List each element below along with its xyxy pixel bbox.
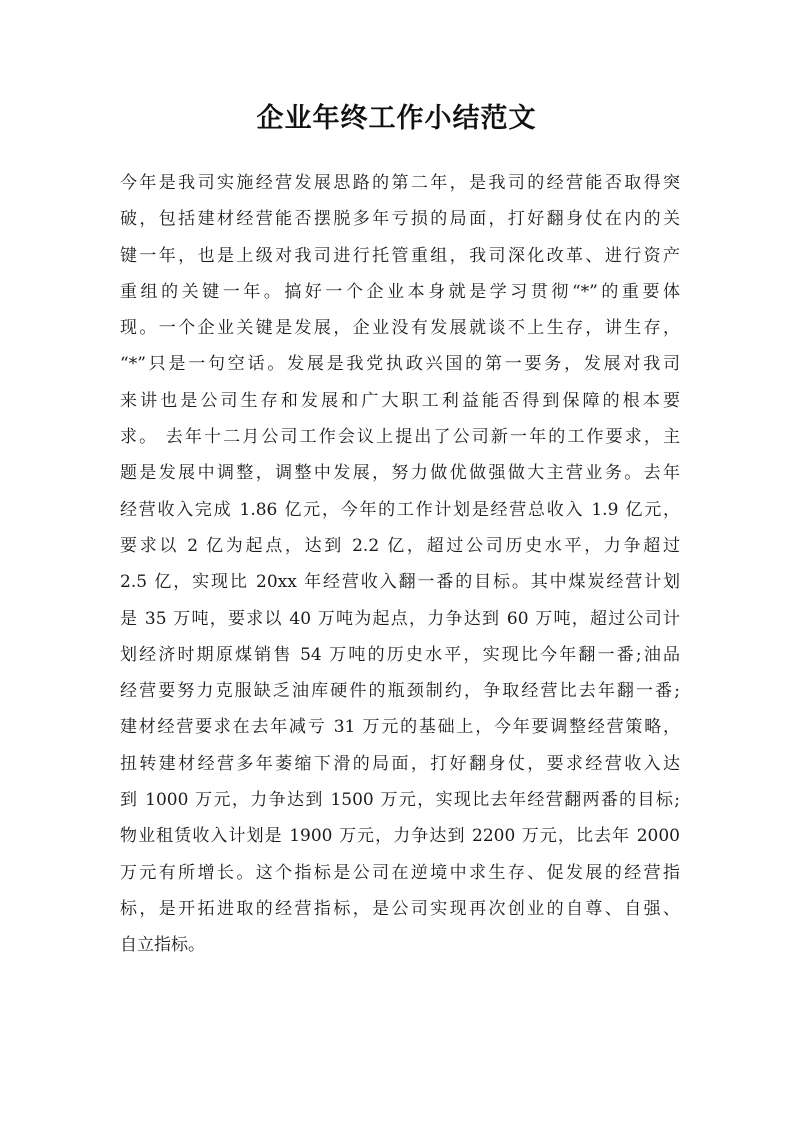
body-line: “*”只是一句空话。发展是我党执政兴国的第一要务，发展对我司: [120, 354, 680, 375]
body-line: 重组的关键一年。搞好一个企业本身就是学习贯彻“*”的重要体: [120, 281, 680, 302]
body-line: 来讲也是公司生存和发展和广大职工利益能否得到保障的根本要: [120, 390, 680, 411]
body-line: 划经济时期原煤销售 54 万吨的历史水平，实现比今年翻一番;油品: [120, 644, 680, 665]
body-line: 是 35 万吨，要求以 40 万吨为起点，力争达到 60 万吨，超过公司计: [120, 608, 680, 629]
body-line: 自立指标。: [120, 935, 205, 956]
body-line: 标，是开拓进取的经营指标，是公司实现再次创业的自尊、自强、: [120, 898, 680, 919]
body-line: 经营收入完成 1.86 亿元，今年的工作计划是经营总收入 1.9 亿元，: [120, 499, 680, 520]
body-line: 扭转建材经营多年萎缩下滑的局面，打好翻身仗，要求经营收入达: [120, 753, 680, 774]
document-body: [120, 165, 680, 964]
document-title: 企业年终工作小结范文: [256, 103, 537, 134]
body-line: 2.5 亿，实现比 20xx 年经营收入翻一番的目标。其中煤炭经营计划: [120, 572, 680, 593]
body-line: 到 1000 万元，力争达到 1500 万元，实现比去年经营翻两番的目标;: [120, 790, 680, 811]
body-line: 破，包括建材经营能否摆脱多年亏损的局面，打好翻身仗在内的关: [120, 209, 680, 230]
body-line: 经营要努力克服缺乏油库硬件的瓶颈制约，争取经营比去年翻一番;: [120, 681, 680, 702]
body-line: 题是发展中调整，调整中发展，努力做优做强做大主营业务。去年: [120, 463, 680, 484]
body-line: 要求以 2 亿为起点，达到 2.2 亿，超过公司历史水平，力争超过: [120, 535, 680, 556]
body-line: 现。一个企业关键是发展，企业没有发展就谈不上生存，讲生存，: [120, 318, 680, 339]
body-line: 键一年，也是上级对我司进行托管重组，我司深化改革、进行资产: [120, 245, 680, 266]
body-line: 建材经营要求在去年减亏 31 万元的基础上，今年要调整经营策略，: [120, 717, 680, 738]
body-line: 今年是我司实施经营发展思路的第二年，是我司的经营能否取得突: [120, 173, 680, 193]
body-line: 万元有所增长。这个指标是公司在逆境中求生存、促发展的经营指: [120, 862, 680, 883]
body-line: 求。 去年十二月公司工作会议上提出了公司新一年的工作要求，主: [120, 427, 680, 448]
body-line: 物业租赁收入计划是 1900 万元，力争达到 2200 万元，比去年 2000: [120, 826, 680, 847]
